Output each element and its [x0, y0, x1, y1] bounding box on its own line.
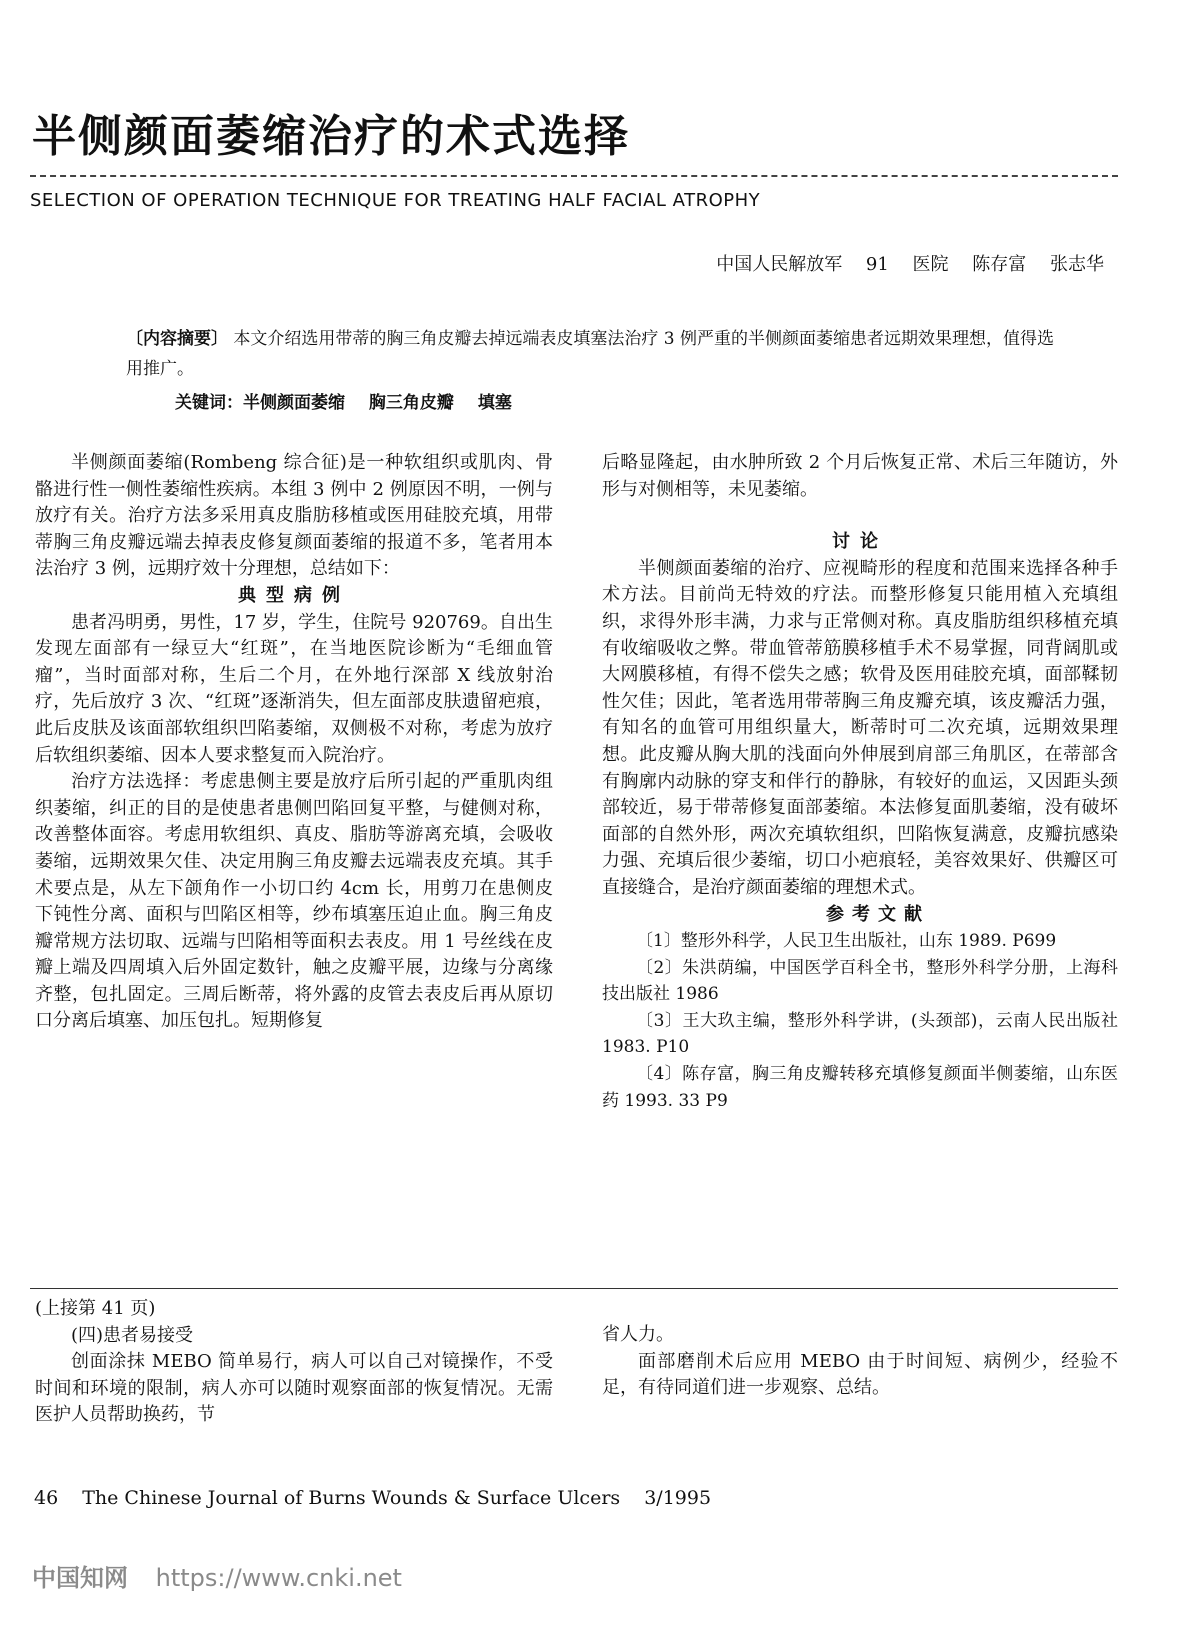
page-title: 半侧颜面萎缩治疗的术式选择 — [32, 111, 630, 162]
reference-item: 〔1〕整形外科学，人民卫生出版社，山东 1989. P699 — [636, 931, 1057, 952]
discussion-heading: 讨论 — [832, 531, 888, 553]
continued-note: (上接第 41 页) — [35, 1298, 156, 1319]
english-title: SELECTION OF OPERATION TECHNIQUE FOR TREATING HALF FACIAL ATROPHY — [30, 190, 761, 211]
continued-right-text-1: 省人力。 — [602, 1324, 674, 1345]
keywords: 关键词：半侧颜面萎缩 胸三角皮瓣 填塞 — [175, 393, 512, 413]
reference-item: 〔2〕朱洪荫编，中国医学百科全书，整形外科学分册，上海科技出版社 1986 — [602, 957, 1118, 1005]
references-heading: 参考文献 — [826, 903, 930, 925]
treatment-paragraph: 治疗方法选择：考虑患侧主要是放疗后所引起的严重肌肉组织萎缩，纠正的目的是使患者患侧凹陷回复平整，与健侧对称，改善整体面容。考虑用软组织、真皮、脂肪等游离充填，会吸收萎缩，远期效果欠佳、决定用胸三角皮瓣去远端表皮充填。其手术要点是，从左下颌角作一小切口约 4cm 长，用剪刀在患侧皮下钝性分离、面积与凹陷区相等，纱布填塞压迫止血。胸三角皮瓣常规方法切取、远端与凹陷相等面积去表皮。用 1 号丝线在皮瓣上端及四周填入后外固定数针，触之皮瓣平展，边缘与分离缘齐整，包扎固定。三周后断蒂，将外露的皮管去表皮后再从原切口分离后填塞、加压包扎。短期修复 — [35, 771, 553, 1032]
reference-item: 〔4〕陈存富，胸三角皮瓣转移充填修复颜面半侧萎缩，山东医药 1993. 33 P9 — [602, 1064, 1118, 1111]
abstract-text: 本文介绍选用带蒂的胸三角皮瓣去掉远端表皮填塞法治疗 3 例严重的半侧颜面萎缩患者远期效果理想，值得选用推广。 — [126, 329, 1055, 379]
continued-subheading: (四)患者易接受 — [71, 1324, 194, 1346]
watermark-logo-text: 中国知网 — [32, 1564, 128, 1592]
journal-name: The Chinese Journal of Burns Wounds & Surface Ulcers — [82, 1487, 621, 1509]
issue-number: 3/1995 — [644, 1487, 712, 1509]
abstract-label: 〔内容摘要〕 — [126, 329, 228, 349]
reference-item: 〔3〕王大玖主编，整形外科学讲，(头颈部)，云南人民出版社 1983. P10 — [602, 1010, 1118, 1058]
cnki-watermark — [32, 1558, 402, 1593]
watermark-url: https://www.cnki.net — [155, 1564, 402, 1592]
continued-left-text: 创面涂抹 MEBO 简单易行，病人可以自己对镜操作，不受时间和环境的限制，病人亦可以随时观察面部的恢复情况。无需医护人员帮助换药，节 — [35, 1351, 553, 1426]
case-heading: 典型病例 — [238, 584, 350, 606]
left-column — [35, 450, 553, 1035]
page-footer — [34, 1487, 729, 1509]
abstract — [126, 324, 1056, 384]
continued-paragraph: 后略显隆起，由水肿所致 2 个月后恢复正常、术后三年随访，外形与对侧相等，未见萎缩。 — [602, 452, 1118, 500]
continued-divider — [30, 1288, 1118, 1289]
case-paragraph: 患者冯明勇，男性，17 岁，学生，住院号 920769。自出生发现左面部有一绿豆大“红斑”，在当地医院诊断为“毛细血管瘤”，当时面部对称，生后二个月，在外地行深部 X 线放射治疗，先后放疗 3 次、“红斑”逐渐消失，但左面部皮肤遗留疤痕，此后皮肤及该面部软组织凹陷萎缩，双侧极不对称，考虑为放疗后软组织萎缩、因本人要求整复而入院治疗。 — [35, 611, 553, 766]
right-column — [602, 450, 1118, 1114]
continued-right — [602, 1322, 1118, 1402]
intro-paragraph: 半侧颜面萎缩(Rombeng 综合征)是一种软组织或肌肉、骨骼进行性一侧性萎缩性疾病。本组 3 例中 2 例原因不明，一例与放疗有关。治疗方法多采用真皮脂肪移植或医用硅胶充填，用带蒂胸三角皮瓣远端去掉表皮修复颜面萎缩的报道不多，笔者用本法治疗 3 例，远期疗效十分理想，总结如下： — [35, 452, 553, 580]
page-number: 46 — [34, 1487, 59, 1509]
continued-right-text-2: 面部磨削术后应用 MEBO 由于时间短、病例少，经验不足，有待同道们进一步观察、总结。 — [602, 1350, 1118, 1399]
continued-left — [35, 1296, 553, 1429]
discussion-paragraph: 半侧颜面萎缩的治疗、应视畸形的程度和范围来选择各种手术方法。目前尚无特效的疗法。而整形修复只能用植入充填组织，求得外形丰满，力求与正常侧对称。真皮脂肪组织移植充填有收缩吸收之弊。带血管蒂筋膜移植手术不易掌握，同背阔肌或大网膜移植，有得不偿失之感；软骨及医用硅胶充填，面部鞣韧性欠佳；因此，笔者选用带蒂胸三角皮瓣充填，该皮瓣活力强，有知名的血管可用组织量大，断蒂时可二次充填，远期效果理想。此皮瓣从胸大肌的浅面向外伸展到肩部三角肌区，在蒂部含有胸廓内动脉的穿支和伴行的静脉，有较好的血运，又因距头颈部较近，易于带蒂修复面部萎缩。本法修复面肌萎缩，没有破坏面部的自然外形，两次充填软组织，凹陷恢复满意，皮瓣抗感染力强、充填后很少萎缩，切口小疤痕轻，美容效果好、供瓣区可直接缝合，是治疗颜面萎缩的理想术式。 — [602, 557, 1118, 898]
title-divider — [30, 175, 1118, 177]
authors: 中国人民解放军 91 医院 陈存富 张志华 — [716, 254, 1104, 275]
